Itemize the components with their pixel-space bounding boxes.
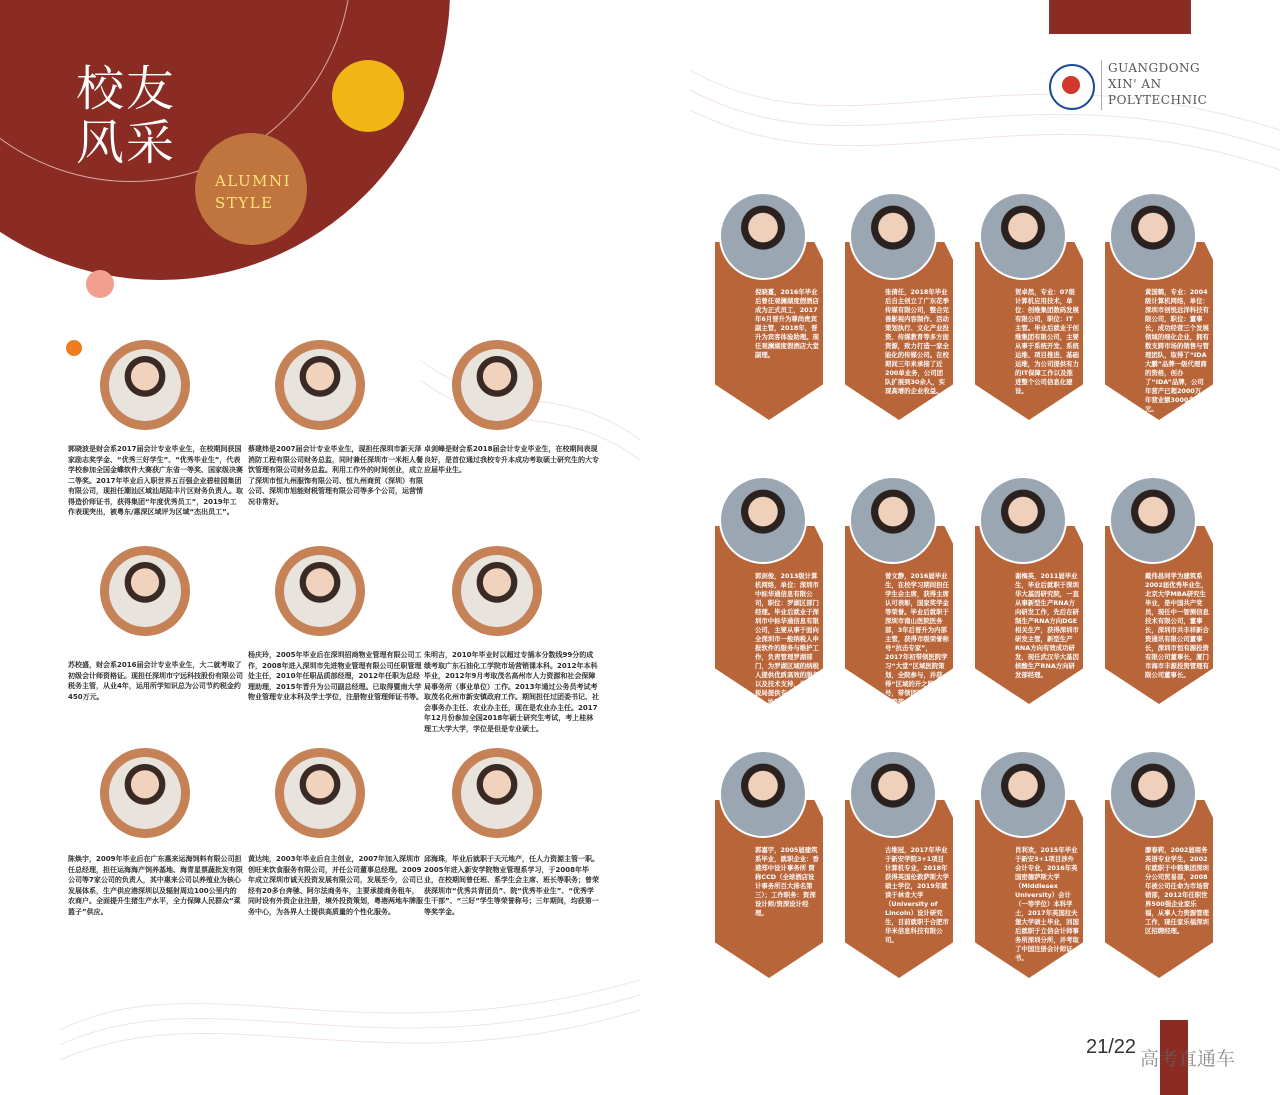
title-line1: 校友 [76, 61, 177, 117]
pink-circle [86, 270, 114, 298]
alumni-card [845, 486, 953, 716]
alumni-card [1105, 760, 1213, 990]
alumni-bio: 肖利欢，2015年毕业于新安3+1项目涉外会计专业，2016年英国密德萨斯大学（Middlesex University）会计（一等学位）本科学士，2017年英国拉夫堡大学硕士毕业，回国后就职于立信会计师事务所深圳分所，并考取了中国注册会计师证书。 [1015, 846, 1079, 962]
alumni-bio: 张倩任，2018年毕业后自主创立了广东花季传媒有限公司，整合完善影视内容制作、活动策划执行、文化产业投资、传媒教育等多方面资源，致力打造一家全能化的传媒公司。在校期间三年来承接了近200单业务，公司团队扩展到30余人，实现高增的企业收益。 [885, 288, 949, 395]
school-name [1108, 60, 1207, 108]
alumni-bio: 郭剑俊，2013级计算机网络，单位：深圳市中标华通信息有限公司，职位：罗湖区部门经理。毕业后就业于深圳市中标华通信息有限公司，主要从事于面向全深圳市一般纳税人申报软件的服务与维护工作，负责管理罗湖部门，为罗湖区域的纳税人提供优质高效的服务以及技术支持，为罗湖税局提供专业的服务保障，协助税局辅导纳税人。 [755, 572, 819, 715]
alumni-bio: 朱明吉，2010年毕业时以超过专插本分数线99分的成绩考取广东石油化工学院市场营销课本科。2012年本科毕业，2012年9月考取茂名高州市人力资源和社会保障局事务所（事业单位）工作。2013年通过公务员考试考取茂名化州市新安镇政府工作。期间担任过团委书记、社会事务办主任、农业办主任，现在是农业办主任。2017年12月份参加全国2018年硕士研究生考试，考上桂林理工大学大学，学位是但是专业硕士。 [424, 651, 599, 733]
alumni-card [1105, 202, 1213, 432]
page-number: 21/22 [1086, 1036, 1137, 1058]
alumni-photo [452, 546, 542, 636]
alumni-bio: 黄达纯，2003年毕业后自主创业，2007年加入深圳市创旺来饮食服务有限公司，并任公司董事总经理。2009年成立深圳市诚天投资发展有限公司，发展至今，公司已经有20多台奔驰、阿尔法商务车，主要承接商务租车，同时设有外资企业注册，境外投资策划，粤港两地车牌服务中心，为各界人士提供高质量的个性化服务。 [248, 855, 423, 916]
alumni-photo [721, 752, 805, 836]
alumni-card [715, 486, 823, 716]
alumni-photo [100, 748, 190, 838]
watermark: 高考直通车 [1140, 1048, 1236, 1070]
alumni-photo [851, 478, 935, 562]
alumni-photo [100, 340, 190, 430]
alumni-photo [452, 748, 542, 838]
alumni-card [845, 202, 953, 432]
alumni-photo [981, 752, 1065, 836]
alumni-bio: 杨庆玲，2005年毕业后在深圳招商物业管理有限公司工作，2008年进入深圳市先进物业管理有限公司任职管理处主任，2010年任职品质部经理，2012年任职为总经理助理，2015年晋升为公司副总经理。已取得暨南大学物业管理专业本科及学士学位，注册物业管理师证书等。 [248, 651, 423, 701]
yellow-circle [332, 60, 404, 132]
alumni-card [975, 760, 1083, 990]
alumni-bio: 蔡建炜是2007届会计专业毕业生，现担任深圳市新天泽消防工程有限公司财务总监，同时兼任深圳市一米柜人餐饮管理有限公司财务总监。利用工作外的时间创业，成立了深圳市恒九州服饰有限公司、恒九州商贸（深圳）有限公司、深圳市旭能财税管理有限公司等多个公司，运营情况非常好。 [248, 445, 423, 506]
alumni-bio: 贺卓然，专业：07级计算机应用技术，单位：创维集团数码发展有限公司，职位：IT主管。毕业后就业于创维集团有限公司，主要从事于系统开发、系统运维、项目推进、基础运维，为公司提供有力的IT保障工作以及推进整个公司信息化建设。 [1015, 288, 1079, 395]
alumni-photo [275, 748, 365, 838]
top-accent-bar [1049, 0, 1191, 34]
alumni-photo [851, 194, 935, 278]
alumni-photo [721, 194, 805, 278]
alumni-photo [452, 340, 542, 430]
alumni-photo [1111, 194, 1195, 278]
school-name-line3: POLYTECHNIC [1108, 93, 1208, 107]
alumni-bio: 卓剑峰是财会系2018届会计专业毕业生，在校期间表现良好，是首位通过我校专升本成功考取硕士研究生的大专应届毕业生。 [424, 445, 599, 474]
orange-dot [66, 340, 82, 356]
school-name-line1: GUANGDONG [1108, 61, 1201, 75]
title-line2: 风采 [76, 115, 177, 171]
alumni-bio: 苏校盛，财会系2016届会计专业毕业生，大二就考取了初级会计师资格证。现担任深圳市宁远科技股份有限公司税务主管，从业4年，运用所学知识总为公司节约税金约450万元。 [68, 661, 243, 701]
school-logo-core [1062, 76, 1080, 94]
alumni-bio: 邱海珠，毕业后就职于天元地产，任人力资源主管一职。2005年进入新安学院物业管理系学习，于2008年毕业，在校期间曾任班、系学生会主席、班长等职务；曾荣获深圳市“优秀共青团员”、院“优秀毕业生”、“优秀学生干部”、“三好”学生等荣誉称号；三年期间，均获第一等奖学金。 [424, 855, 599, 916]
alumni-photo [851, 752, 935, 836]
alumni-photo [275, 340, 365, 430]
alumni-photo [275, 546, 365, 636]
alumni-card [975, 486, 1083, 716]
alumni-photo [100, 546, 190, 636]
alumni-bio: 郭嘉宇，2005届建筑系毕业，就职企业：香港郑中设计事务所 简称CCD（全球酒店设计事务所百大排名第三）；工作职务：资深设计师/资深设计经理。 [755, 846, 819, 917]
alumni-bio: 陈焕宇，2009年毕业后在广东惠来运海饲料有限公司担任总经理，担任运海海产饲养基地、海青星票蔬批发有限公司等7家公司的负责人，其中惠来公司以养殖业为核心发展体系，生产供应港深圳以及辐射周边100公里内的农商户。全面提升生猪生产水平，全力保障人民群众“菜篮子”供应。 [68, 855, 243, 916]
page-subtitle [215, 170, 291, 214]
alumni-photo [1111, 478, 1195, 562]
alumni-bio: 黄国鹤，专业：2004级计算机网络，单位：深圳市创悦远洋科技有限公司，职位：董事长，成功经营三个发展领域的细化企业，拥有数支跨市场的销售与管理团队，取得了“IDA大鹏”品牌一级代理商的资格，创办了“IDA”品牌，公司年营产已超2000万，年营业额3000多万元。 [1145, 288, 1209, 413]
alumni-photo [981, 194, 1065, 278]
school-name-line2: XIN' AN [1108, 77, 1162, 91]
alumni-bio: 谢梅英，2011届毕业生，毕业后就职于深圳华大基因研究院，一直从事新型生产RNA方向研发工作，先后在研制生产RNA方向DGE相关生产，获得深圳市研发主管，新型生产RNA方向有效成功研发，现任武汉华大基因核酸生产RNA方向研发部经理。 [1015, 572, 1079, 679]
alumni-photo [1111, 752, 1195, 836]
subtitle-line2: STYLE [215, 194, 274, 212]
alumni-card [975, 202, 1083, 432]
alumni-bio: 曾文静，2016届毕业生，在校学习期间担任学生会主席，获得主席认可表彰，国家奖学金等荣誉。毕业后就职于深圳市南山医院医务部，3年后晋升为内部主管，获得市级荣誉称号“抗击专家”，2017年初带领医院学习“大堂”区域医院策划，全院参与，并获得“区域的开之路”称号，带领团队获得省级二等奖，获得荣誉，负责全院服务工作。 [885, 572, 949, 715]
alumni-card [715, 760, 823, 990]
alumni-photo [721, 478, 805, 562]
alumni-card [1105, 486, 1213, 716]
logo-divider [1101, 60, 1102, 110]
alumni-bio: 倪晓蔓，2016年毕业后曾任观澜湖度假酒店成为正式员工，2017年6月晋升为尊尚贵宾副主管，2018年，晋升为宾客体验助理。现任观澜湖度假酒店大堂副理。 [755, 288, 819, 359]
alumni-card [845, 760, 953, 990]
page-title [76, 62, 176, 170]
alumni-bio: 古维冠，2017年毕业于新安学院3+1项目计算机专业，2018年获得英国伦敦萨斯大学硕士学位，2019年就读于林肯大学（University of Lincoln）设计研究生，目前就职于合肥市华米信息科技有限公司。 [885, 846, 949, 944]
alumni-photo [981, 478, 1065, 562]
alumni-card [715, 202, 823, 432]
alumni-bio: 廖春莉，2002届商务英语专业学生，2002年就职于中粮集团深圳分公司贸易部，2008年被公司任命为市场营销部，2012年任职世界500强企业家乐福，从事人力资源管理工作，现任家乐福深圳区招聘经理。 [1145, 846, 1209, 935]
alumni-bio: 郭晓波是财会系2017届会计专业毕业生，在校期间获国家励志奖学金、“优秀三好学生”、“优秀毕业生”，代表学校参加全国金蝶软件大赛获广东省一等奖、国家级决赛二等奖。2017年毕业后入职世界五百强企业碧桂园集团有限公司，现担任潮汕区域汕尾陆丰片区财务负责人。取得造价师证书，获得集团“年度优秀员工”，2019年工作表现突出，被粤东/惠深区域评为区域“杰出员工”。 [68, 445, 243, 516]
alumni-bio: 戴伟昌同学为建筑系2002届优秀毕业生，北京大学MBA研究生毕业，是中国共产党员，现任中一智测信息技术有限公司，董事长，深圳市共丰祥新合资通讯有限公司董事长，深圳市恒有源投资有限公司董事长，厦门市海市丰源投资管理有限公司董事长。 [1145, 572, 1209, 679]
subtitle-line1: ALUMNI [215, 172, 292, 190]
